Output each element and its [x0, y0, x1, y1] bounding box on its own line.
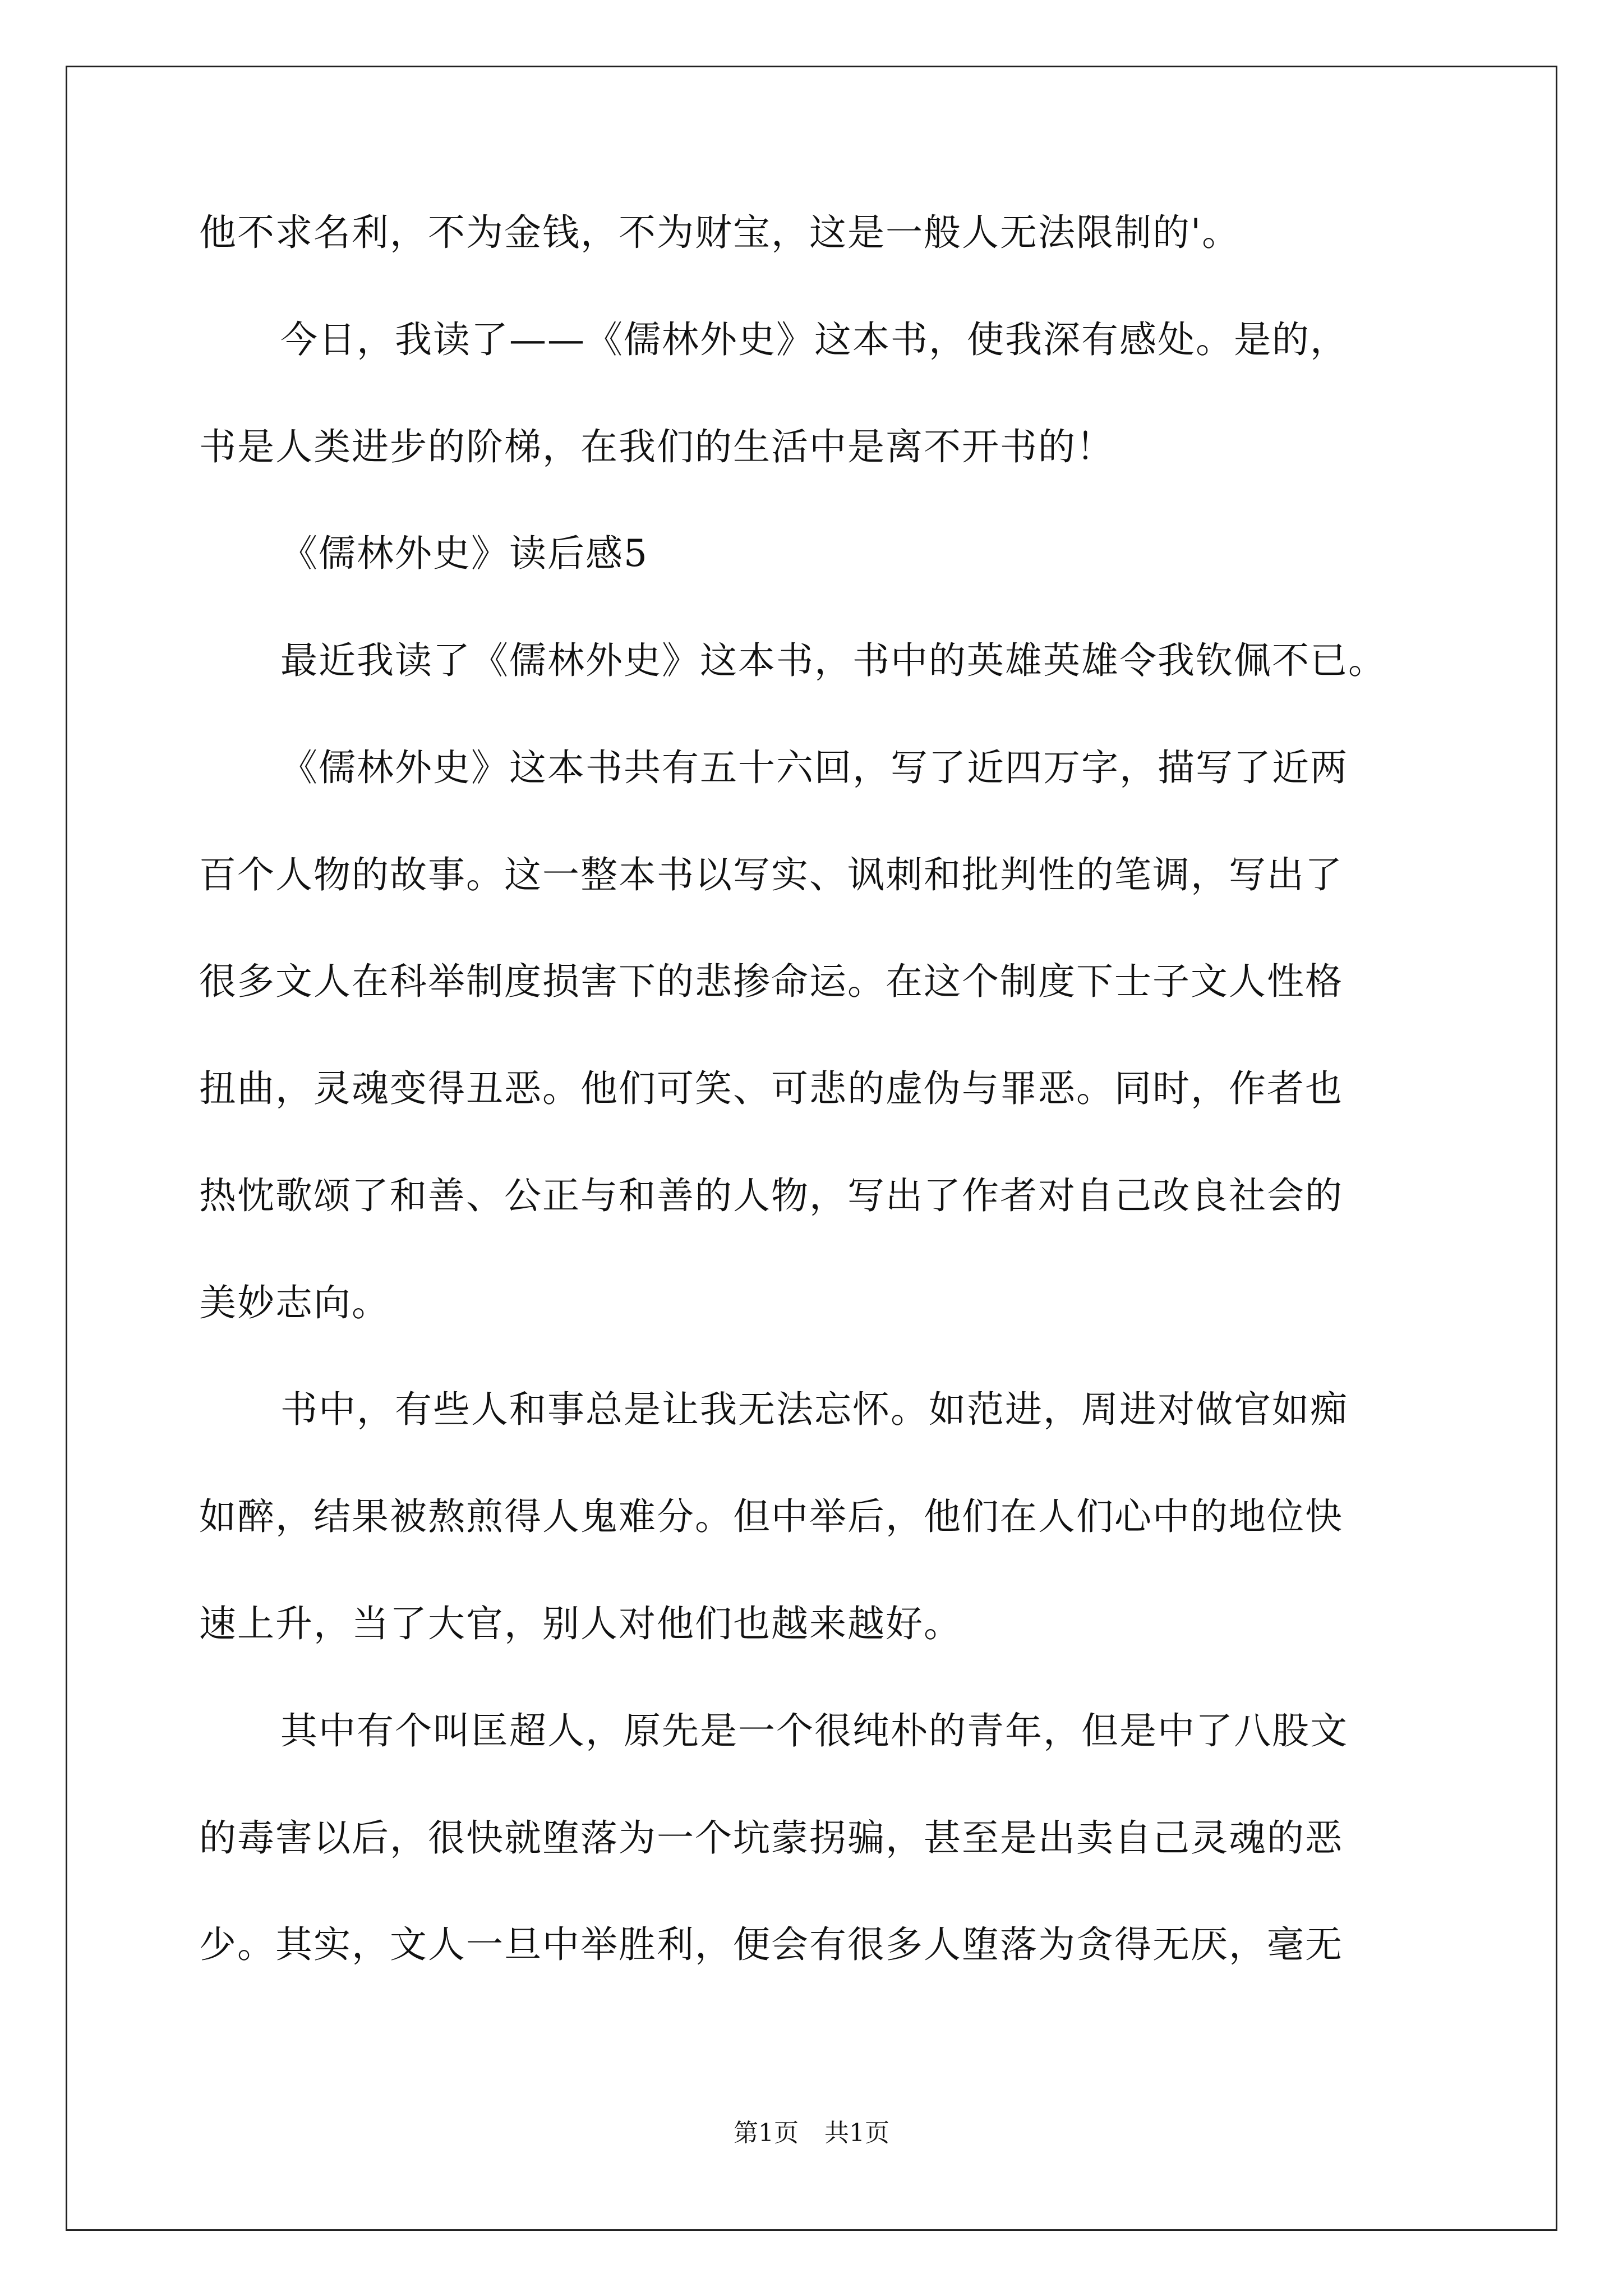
page-number: 第1页 — [734, 2119, 799, 2147]
text-line: 速上升，当了大官，别人对他们也越来越好。 — [199, 1602, 962, 1645]
text-line: 今日，我读了——《儒林外史》这本书，使我深有感处。是的， — [280, 318, 1348, 361]
page-footer — [0, 2118, 1623, 2149]
page-border — [66, 66, 1557, 2231]
text-line: 百个人物的故事。这一整本书以写实、讽刺和批判性的笔调，写出了 — [199, 853, 1343, 896]
text-line: 其中有个叫匡超人，原先是一个很纯朴的青年，但是中了八股文 — [280, 1709, 1348, 1752]
text-line: 书是人类进步的阶梯，在我们的生活中是离不开书的！ — [199, 425, 1114, 468]
text-line: 最近我读了《儒林外史》这本书，书中的英雄英雄令我钦佩不已。 — [280, 639, 1386, 682]
text-line: 扭曲，灵魂变得丑恶。他们可笑、可悲的虚伪与罪恶。同时，作者也 — [199, 1067, 1343, 1110]
section-heading: 《儒林外史》读后感5 — [280, 532, 648, 575]
text-line: 如醉，结果被熬煎得人鬼难分。但中举后，他们在人们心中的地位快 — [199, 1495, 1343, 1538]
text-line: 热忱歌颂了和善、公正与和善的人物，写出了作者对自己改良社会的 — [199, 1174, 1343, 1217]
text-line: 书中，有些人和事总是让我无法忘怀。如范进，周进对做官如痴 — [280, 1388, 1348, 1431]
text-line: 他不求名利，不为金钱，不为财宝，这是一般人无法限制的'。 — [199, 211, 1241, 254]
text-line: 少。其实，文人一旦中举胜利，便会有很多人堕落为贪得无厌，毫无 — [199, 1923, 1343, 1966]
text-line: 《儒林外史》这本书共有五十六回，写了近四万字，描写了近两 — [280, 746, 1348, 789]
text-line: 的毒害以后，很快就堕落为一个坑蒙拐骗，甚至是出卖自己灵魂的恶 — [199, 1816, 1343, 1860]
text-line: 美妙志向。 — [199, 1281, 390, 1324]
page-total: 共1页 — [824, 2119, 889, 2147]
text-line: 很多文人在科举制度损害下的悲掺命运。在这个制度下士子文人性格 — [199, 960, 1343, 1003]
